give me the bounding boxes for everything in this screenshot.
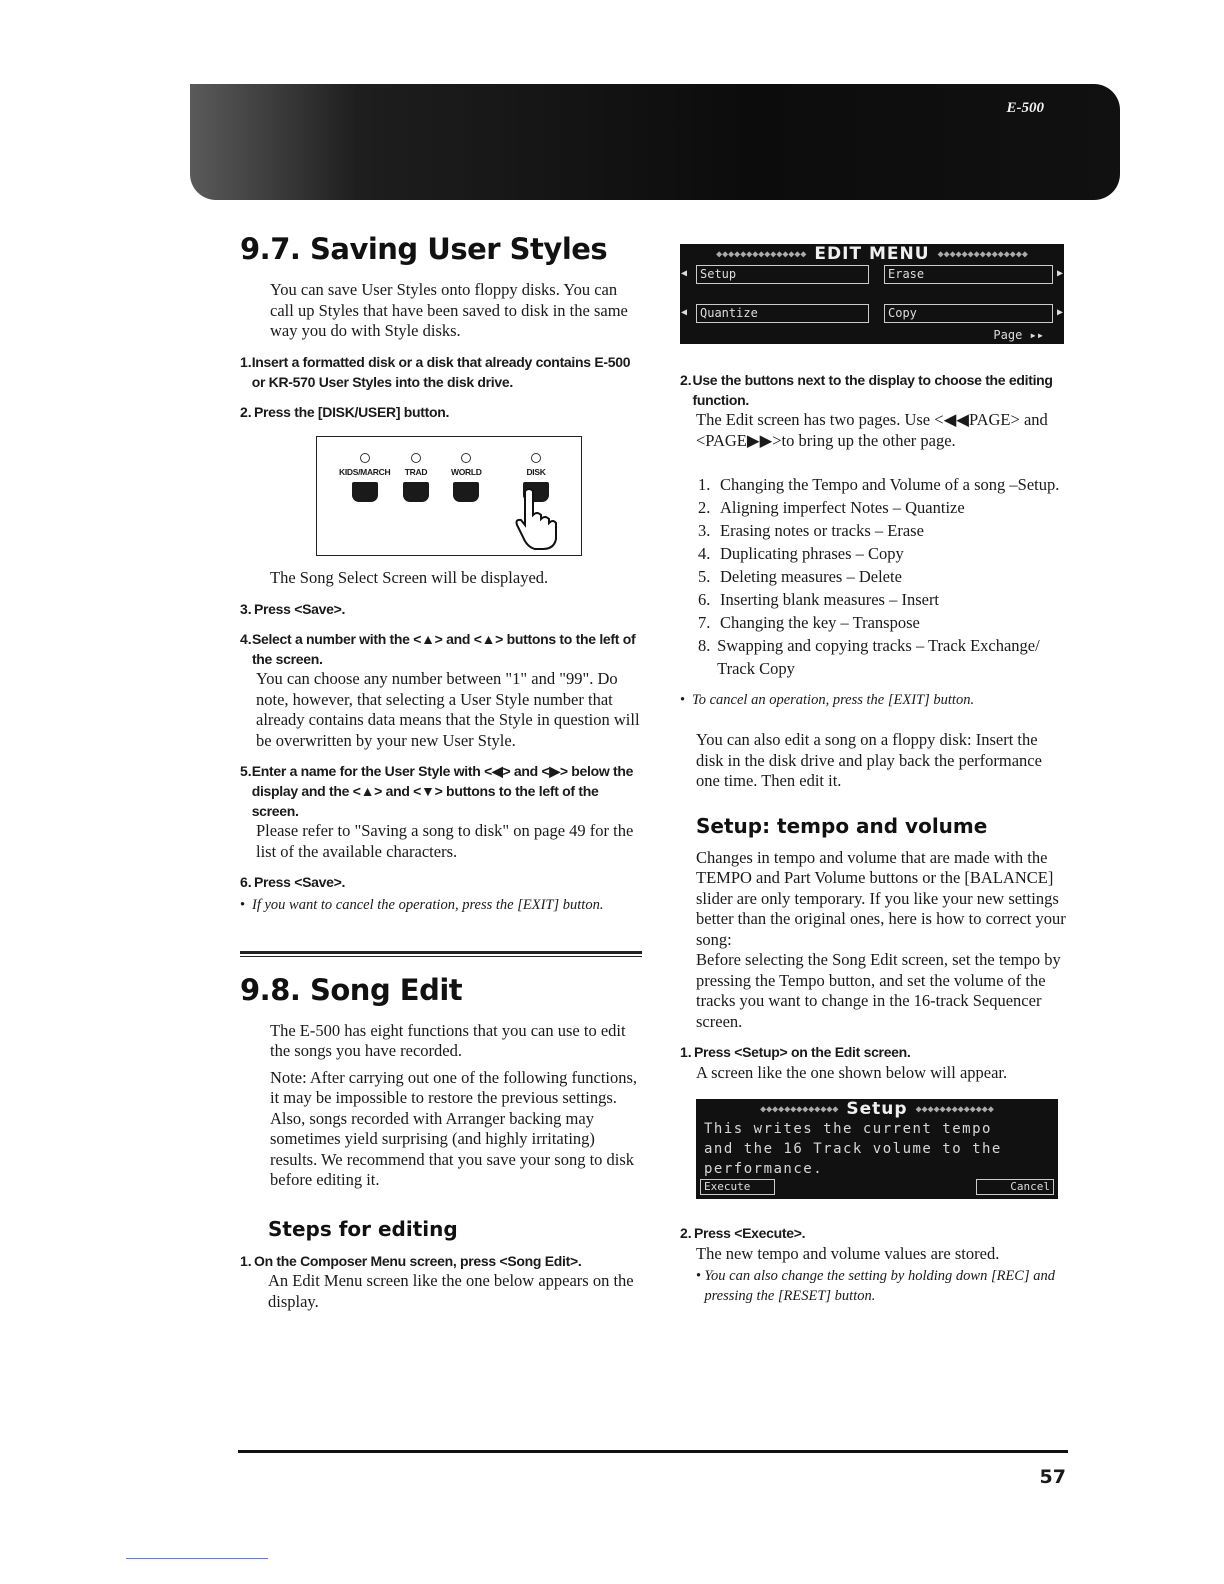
steps-list-b: [240, 599, 642, 893]
step-item: [240, 1251, 642, 1313]
lcd-page-indicator: Page ▸▸: [993, 328, 1044, 342]
function-number: 6.: [698, 590, 711, 609]
step-instruction: Select a number with the <▲> and <▲> buttons to the left of the screen.: [251, 631, 636, 667]
list-item: [698, 634, 1068, 680]
bullet-icon: •: [680, 692, 686, 708]
song-edit-intro: The E-500 has eight functions that you can use to edit the songs you have recorded.: [270, 1020, 626, 1060]
right-arrow-icon: ▶: [1056, 268, 1063, 279]
function-number: 8.: [698, 636, 711, 655]
step-number: 1.: [240, 353, 252, 370]
key-icon: [352, 482, 378, 502]
saving-intro: You can save User Styles onto floppy disks. You can call up Styles that have been saved to disk in the same way you do with Style disks.: [270, 280, 628, 340]
step-number: 6.: [240, 874, 252, 890]
step-item: [240, 352, 642, 392]
step-description: An Edit Menu screen like the one below appears on the display.: [268, 1271, 634, 1311]
panel-button-label: TRAD: [404, 467, 428, 477]
panel-button-trad: [403, 453, 429, 502]
panel-button-world: [451, 453, 482, 502]
step-instruction: Press <Save>.: [254, 874, 346, 890]
step-item: [240, 761, 642, 862]
left-arrow-icon: ◀: [681, 268, 688, 279]
lcd-line: performance.: [704, 1161, 824, 1177]
function-text: Swapping and copying tracks – Track Exchange/ Track Copy: [717, 636, 1040, 678]
disk-user-panel-illustration: [316, 436, 582, 556]
lcd-title-row: [696, 1099, 1058, 1119]
reset-note: [696, 1266, 1068, 1306]
step-number: 5.: [240, 763, 252, 779]
dotted-rule: ◆◆◆◆◆◆◆◆◆◆◆◆◆: [915, 1103, 994, 1115]
right-arrow-icon: ▶: [1056, 307, 1063, 318]
function-text: Inserting blank measures – Insert: [720, 590, 940, 609]
edit-functions-list: [680, 473, 1068, 680]
lcd-title: Setup: [846, 1099, 908, 1119]
lcd-cell-quantize: Quantize: [696, 304, 869, 323]
step-number: 1.: [240, 1252, 252, 1269]
list-item: [698, 496, 1068, 519]
steps-for-editing-heading: Steps for editing: [268, 1216, 458, 1241]
cancel-note: [240, 895, 642, 915]
dotted-rule: ◆◆◆◆◆◆◆◆◆◆◆◆◆: [760, 1103, 839, 1115]
step-number: 4.: [240, 631, 252, 647]
setup-lcd: [696, 1099, 1058, 1199]
steps-list-a: [240, 352, 642, 423]
step-item: [240, 872, 642, 893]
step-description: You can choose any number between "1" and "99". Do note, however, that selecting a User Style number that already contains data means that the Style in question will be overwritten by your new User Style.: [256, 669, 640, 750]
note-text: If you want to cancel the operation, press the [EXIT] button.: [252, 896, 604, 913]
step-item: [680, 370, 1068, 451]
function-text: Changing the Tempo and Volume of a song –Setup.: [720, 475, 1060, 494]
step-number: 2.: [680, 372, 692, 388]
step-instruction: Press <Setup> on the Edit screen.: [694, 1044, 911, 1060]
step-instruction: Press <Execute>.: [694, 1225, 806, 1241]
step-instruction: Use the buttons next to the display to choose the editing function.: [692, 372, 1053, 408]
function-number: 7.: [698, 613, 711, 632]
cancel-note: [680, 690, 1068, 710]
step-number: 1.: [680, 1044, 692, 1060]
function-number: 2.: [698, 498, 711, 517]
steps-list-c: [240, 1251, 642, 1313]
lcd-title: EDIT MENU: [814, 244, 930, 264]
function-number: 3.: [698, 521, 711, 540]
setup-heading: Setup: tempo and volume: [696, 813, 988, 838]
model-label: E-500: [1006, 100, 1044, 116]
function-number: 4.: [698, 544, 711, 563]
list-item: [698, 473, 1068, 496]
step-instruction: Insert a formatted disk or a disk that already contains E-500 or KR-570 User Styles into the disk drive.: [251, 353, 631, 390]
lcd-line: This writes the current tempo: [704, 1121, 992, 1137]
footer-rule: [238, 1450, 1068, 1453]
panel-button-label: WORLD: [451, 467, 482, 477]
note-text: You can also change the setting by holding down [REC] and pressing the [RESET] button.: [704, 1268, 1055, 1304]
panel-button-label: KIDS/MARCH: [339, 467, 391, 477]
step-instruction: Enter a name for the User Style with <◀> and <▶> below the display and the <▲> and <▼> buttons to the left of the screen.: [251, 763, 634, 819]
led-icon: [531, 453, 541, 463]
list-item: [698, 611, 1068, 634]
right-column: [680, 244, 1068, 1316]
step-instruction: Press the [DISK/USER] button.: [254, 403, 450, 420]
function-number: 1.: [698, 475, 711, 494]
edit-menu-lcd: [680, 244, 1064, 344]
dotted-rule: ◆◆◆◆◆◆◆◆◆◆◆◆◆◆◆: [716, 248, 807, 260]
step-description: Please refer to "Saving a song to disk" on page 49 for the list of the available characters.: [256, 821, 634, 861]
floppy-edit-text: You can also edit a song on a floppy disk: Insert the disk in the disk drive and play back the performance one time. Then edit it.: [696, 730, 1042, 790]
list-item: [698, 519, 1068, 542]
list-item: [698, 588, 1068, 611]
setup-paragraph-2: Before selecting the Song Edit screen, set the tempo by pressing the Tempo button, and set the volume of the tracks you want to change in the 16-track Sequencer screen.: [696, 950, 1061, 1031]
function-text: Duplicating phrases – Copy: [720, 544, 904, 563]
step-instruction: Press <Save>.: [254, 600, 346, 617]
lcd-line: and the 16 Track volume to the: [704, 1141, 1002, 1157]
dotted-rule: ◆◆◆◆◆◆◆◆◆◆◆◆◆◆◆: [937, 248, 1028, 260]
lcd-cell-execute: Execute: [700, 1179, 775, 1195]
step-number: 2.: [240, 403, 252, 420]
lcd-title-row: [680, 244, 1064, 264]
lcd-cell-cancel: Cancel: [976, 1179, 1054, 1195]
setup-paragraph-1: Changes in tempo and volume that are made with the TEMPO and Part Volume buttons or the [BALANCE] slider are only temporary. If you like your new settings better than the original ones, here is how to correct your song:: [696, 847, 1066, 949]
panel-button-kids-march: [339, 453, 390, 502]
led-icon: [411, 453, 421, 463]
section-title-song-edit: 9.8. Song Edit: [240, 972, 463, 1007]
function-text: Erasing notes or tracks – Erase: [720, 521, 924, 540]
step-item: [240, 599, 642, 620]
list-item: [698, 565, 1068, 588]
step-number: 3.: [240, 600, 252, 617]
function-text: Aligning imperfect Notes – Quantize: [720, 498, 965, 517]
step-description: A screen like the one shown below will appear.: [696, 1062, 1008, 1082]
function-text: Changing the key – Transpose: [720, 613, 920, 632]
section-divider: [240, 951, 642, 957]
step-item: [240, 402, 642, 423]
function-text: Deleting measures – Delete: [720, 567, 902, 586]
lcd-cell-erase: Erase: [884, 265, 1053, 284]
step-item: [680, 1223, 1068, 1264]
lcd-cell-copy: Copy: [884, 304, 1053, 323]
bullet-icon: •: [696, 1268, 702, 1284]
key-icon: [453, 482, 479, 502]
lcd-cell-setup: Setup: [696, 265, 869, 284]
step-description: The new tempo and volume values are stored.: [696, 1243, 1000, 1263]
panel-button-label: DISK: [526, 467, 546, 477]
pointing-hand-icon: [507, 485, 563, 553]
page-number: 57: [1039, 1466, 1066, 1488]
step-instruction: On the Composer Menu screen, press <Song Edit>.: [254, 1252, 582, 1269]
list-item: [698, 542, 1068, 565]
section-title-saving-user-styles: 9.7. Saving User Styles: [240, 232, 608, 266]
step-number: 2.: [680, 1225, 692, 1241]
step-item: [680, 1042, 1068, 1083]
left-arrow-icon: ◀: [681, 307, 688, 318]
bullet-icon: •: [240, 896, 246, 913]
song-edit-warning: Note: After carrying out one of the following functions, it may be impossible to restore the previous settings. Also, songs recorded with Arranger backing may sometimes yield surprising (and highly irritating) results. We recommend that you save your song to disk before editing it.: [270, 1067, 638, 1189]
key-icon: [403, 482, 429, 502]
link-underline: [126, 1558, 268, 1559]
song-select-note: The Song Select Screen will be displayed.: [270, 568, 549, 587]
function-number: 5.: [698, 567, 711, 586]
led-icon: [461, 453, 471, 463]
left-column: [240, 232, 642, 1322]
step-description: The Edit screen has two pages. Use <◀◀PAGE> and <PAGE▶▶>to bring up the other page.: [696, 410, 1048, 450]
note-text: To cancel an operation, press the [EXIT] button.: [692, 692, 975, 708]
header-band: [190, 84, 1120, 200]
led-icon: [360, 453, 370, 463]
step-item: [240, 629, 642, 751]
